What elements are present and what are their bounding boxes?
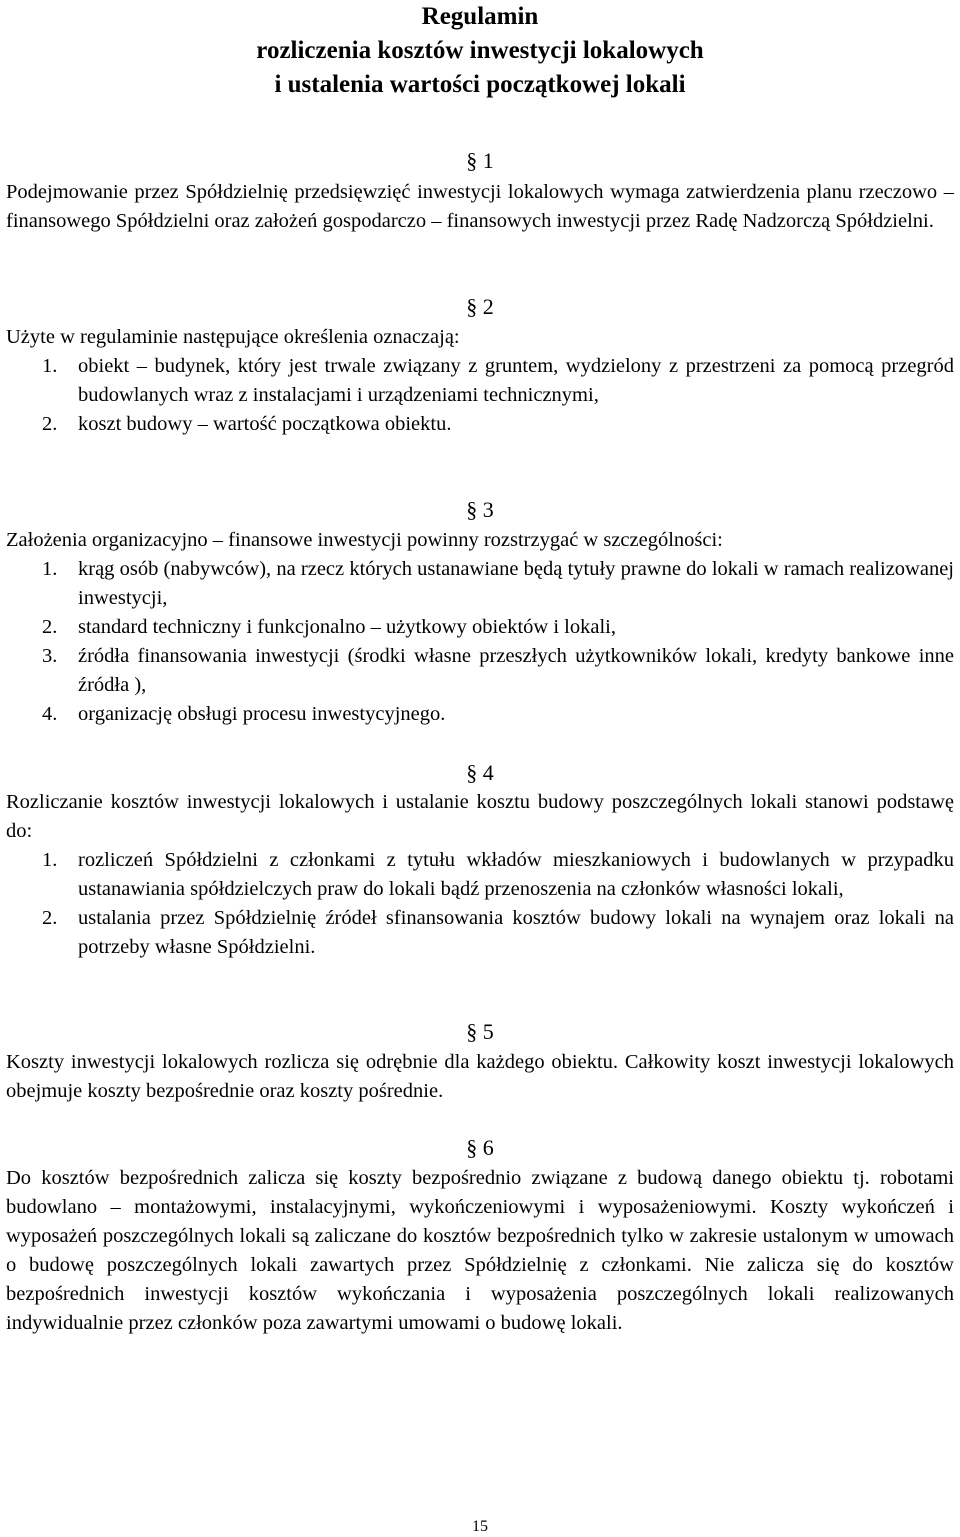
section-symbol: § (466, 497, 478, 522)
list-item (6, 700, 954, 729)
section-heading-4 (0, 760, 960, 786)
section-symbol: § (466, 148, 478, 173)
section-number: 2 (482, 294, 494, 319)
item-number: 1. (42, 558, 58, 580)
section-2-intro: Użyte w regulaminie następujące określenia oznaczają: (6, 326, 460, 348)
section-number: 4 (482, 760, 494, 785)
list-item (6, 613, 954, 642)
item-text: źródła finansowania inwestycji (środki własne przeszłych użytkowników lokali, kredyty bankowe inne źródła ), (78, 645, 954, 696)
section-heading-2 (0, 294, 960, 320)
section-heading-6 (0, 1135, 960, 1161)
section-number: 5 (482, 1019, 494, 1044)
section-4-intro: Rozliczanie kosztów inwestycji lokalowych i ustalanie kosztu budowy poszczególnych lokali stanowi podstawę do: (6, 791, 954, 842)
section-heading-1 (0, 148, 960, 174)
item-number: 1. (42, 849, 58, 871)
title-line-3: i ustalenia wartości początkowej lokali (274, 71, 686, 98)
document-title (0, 0, 960, 102)
list-item (6, 846, 954, 904)
section-4-list (6, 846, 954, 962)
section-symbol: § (466, 294, 478, 319)
item-text: obiekt – budynek, który jest trwale związany z gruntem, wydzielony z przestrzeni za pomocą przegród budowlanych wraz z instalacjami i urządzeniami technicznymi, (78, 355, 954, 406)
list-item (6, 352, 954, 410)
item-number: 3. (42, 645, 58, 667)
section-number: 6 (482, 1135, 494, 1160)
item-text: standard techniczny i funkcjonalno – użytkowy obiektów i lokali, (78, 616, 616, 638)
section-1-text: Podejmowanie przez Spółdzielnię przedsięwzięć inwestycji lokalowych wymaga zatwierdzenia planu rzeczowo – finansowego Spółdzielni oraz założeń gospodarczo – finansowych inwestycji przez Radę Nadzorczą Spółdzielni. (6, 181, 954, 232)
item-text: organizację obsługi procesu inwestycyjnego. (78, 703, 446, 725)
section-3-list (6, 555, 954, 729)
item-text: rozliczeń Spółdzielni z członkami z tytułu wkładów mieszkaniowych i budowlanych w przypadku ustanawiania spółdzielczych praw do lokali bądź przenoszenia na członków własności lokali, (78, 849, 954, 900)
section-heading-3 (0, 497, 960, 523)
section-number: 1 (482, 148, 494, 173)
list-item (6, 904, 954, 962)
section-number: 3 (482, 497, 494, 522)
item-number: 2. (42, 616, 58, 638)
item-text: koszt budowy – wartość początkowa obiektu. (78, 413, 452, 435)
list-item (6, 642, 954, 700)
section-symbol: § (466, 1135, 478, 1160)
section-3-intro: Założenia organizacyjno – finansowe inwestycji powinny rozstrzygać w szczególności: (6, 529, 723, 551)
page-number: 15 (472, 1518, 488, 1535)
item-number: 2. (42, 907, 58, 929)
item-text: ustalania przez Spółdzielnię źródeł sfinansowania kosztów budowy lokali na wynajem oraz lokali na potrzeby własne Spółdzielni. (78, 907, 954, 958)
item-text: krąg osób (nabywców), na rzecz których ustanawiane będą tytuły prawne do lokali w ramach realizowanej inwestycji, (78, 558, 954, 609)
title-line-2: rozliczenia kosztów inwestycji lokalowych (256, 37, 704, 64)
list-item (6, 410, 954, 439)
section-5-text: Koszty inwestycji lokalowych rozlicza się odrębnie dla każdego obiektu. Całkowity koszt inwestycji lokalowych obejmuje koszty bezpośrednie oraz koszty pośrednie. (6, 1051, 954, 1102)
title-line-1: Regulamin (421, 3, 539, 30)
section-6-text: Do kosztów bezpośrednich zalicza się koszty bezpośrednio związane z budową danego obiektu tj. robotami budowlano – montażowymi, instalacyjnymi, wykończeniowymi i wyposażeniowymi. Koszty wykończeń i wyposażeń poszczególnych lokali są zaliczane do kosztów bezpośrednich tylko w zakresie ustalonym w umowach o budowę poszczególnych lokali zawartych przez Spółdzielnię z członkami. Nie zalicza się do kosztów bezpośrednich inwestycji kosztów wykończania i wyposażenia poszczególnych lokali realizowanych indywidualnie przez członków poza zawartymi umowami o budowę lokali. (6, 1167, 954, 1334)
item-number: 2. (42, 413, 58, 435)
list-item (6, 555, 954, 613)
item-number: 4. (42, 703, 58, 725)
item-number: 1. (42, 355, 58, 377)
section-symbol: § (466, 760, 478, 785)
section-symbol: § (466, 1019, 478, 1044)
section-heading-5 (0, 1019, 960, 1045)
section-2-list (6, 352, 954, 439)
